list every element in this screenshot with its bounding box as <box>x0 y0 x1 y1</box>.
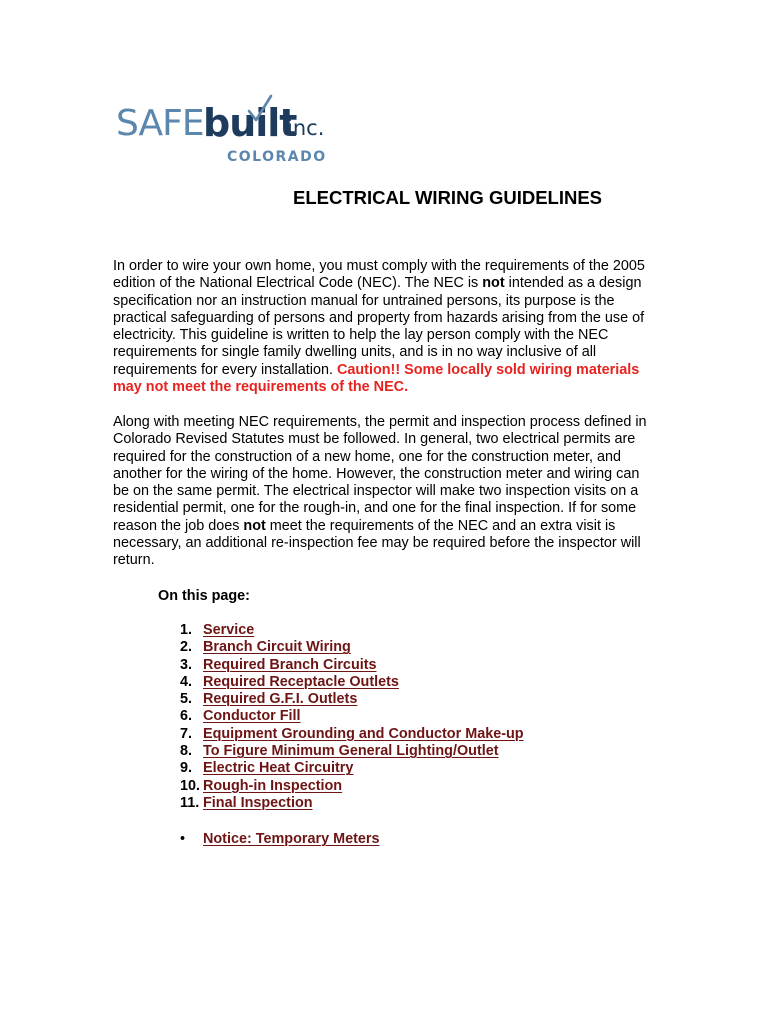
toc-item <box>180 708 524 725</box>
checkmark-icon <box>246 94 274 124</box>
toc-link-conductor-fill[interactable]: Conductor Fill <box>203 708 301 725</box>
permit-paragraph <box>113 414 658 570</box>
permit-emphasis-not: not <box>243 517 266 534</box>
intro-emphasis-not: not <box>482 275 505 292</box>
toc-link-final-inspection[interactable]: Final Inspection <box>203 794 313 811</box>
toc-item <box>180 691 524 708</box>
toc-number: 7. <box>180 725 193 742</box>
toc-item <box>180 622 524 639</box>
toc-link-minimum-general-lighting[interactable]: To Figure Minimum General Lighting/Outlet <box>203 743 499 760</box>
toc-link-required-receptacle-outlets[interactable]: Required Receptacle Outlets <box>203 673 399 690</box>
bullet-icon: • <box>180 831 186 847</box>
logo-state-text: COLORADO <box>227 149 327 165</box>
intro-paragraph <box>113 258 658 396</box>
toc-number: 8. <box>180 743 193 760</box>
toc-number: 1. <box>180 622 193 638</box>
permit-text-1: Along with meeting NEC requirements, the permit and inspection process defined in Colorado Revised Statutes must be followed. In general, two electrical permits are required for the construction of a new home, one for the construction meter, and another for the wiring of the home. However, the construction meter and wiring can be on the same permit. The electrical inspector will make two inspection visits on a residential permit, one for the rough-in, and one for the final inspection. If for some reason the job does <box>113 414 647 534</box>
toc-link-equipment-grounding[interactable]: Equipment Grounding and Conductor Make-up <box>203 725 524 742</box>
toc-item <box>180 778 524 795</box>
toc-link-required-gfi-outlets[interactable]: Required G.F.I. Outlets <box>203 691 358 708</box>
toc-number: 9. <box>180 760 193 777</box>
page-title: ELECTRICAL WIRING GUIDELINES <box>293 187 603 208</box>
toc-link-electric-heat-circuitry[interactable]: Electric Heat Circuitry <box>203 760 354 777</box>
toc-link-service[interactable]: Service <box>203 622 255 638</box>
toc-number: 5. <box>180 691 193 708</box>
notice-list-item <box>180 831 379 848</box>
logo-built-text: built <box>203 101 297 145</box>
caution-warning: Caution!! Some locally sold wiring materials may not meet the requirements of the NEC. <box>113 361 640 396</box>
toc-item <box>180 760 524 777</box>
toc-item <box>180 795 524 812</box>
table-of-contents <box>180 622 524 812</box>
logo-inc-text: inc. <box>287 116 325 140</box>
notice-temporary-meters-link[interactable]: Notice: Temporary Meters <box>203 831 380 847</box>
toc-number: 6. <box>180 708 193 725</box>
logo-safe-text: SAFE <box>116 103 204 144</box>
on-this-page-heading: On this page: <box>158 588 250 604</box>
toc-number: 2. <box>180 639 193 656</box>
toc-item <box>180 674 524 691</box>
toc-number: 10. <box>180 777 201 794</box>
toc-link-required-branch-circuits[interactable]: Required Branch Circuits <box>203 656 377 673</box>
toc-link-rough-in-inspection[interactable]: Rough-in Inspection <box>203 777 343 794</box>
toc-item <box>180 726 524 743</box>
toc-item <box>180 743 524 760</box>
intro-text-2: intended as a design specification nor an instruction manual for untrained persons, its purpose is the practical safeguarding of persons and property from hazards arising from the use of electricity. This guideline is written to help the lay person comply with the NEC requirements for single family dwelling units, and is in no way inclusive of all requirements for every installation. <box>113 275 645 378</box>
toc-number: 4. <box>180 673 193 690</box>
permit-text-2: meet the requirements of the NEC and an extra visit is necessary, an additional re-inspection fee may be required before the inspector will return. <box>113 517 641 569</box>
toc-item <box>180 657 524 674</box>
toc-number: 11. <box>180 794 200 811</box>
toc-link-branch-circuit-wiring[interactable]: Branch Circuit Wiring <box>203 639 351 656</box>
toc-item <box>180 639 524 656</box>
company-logo <box>116 92 346 172</box>
toc-number: 3. <box>180 656 193 673</box>
intro-text-1: In order to wire your own home, you must comply with the requirements of the 2005 edition of the National Electrical Code (NEC). The NEC is <box>113 258 645 292</box>
